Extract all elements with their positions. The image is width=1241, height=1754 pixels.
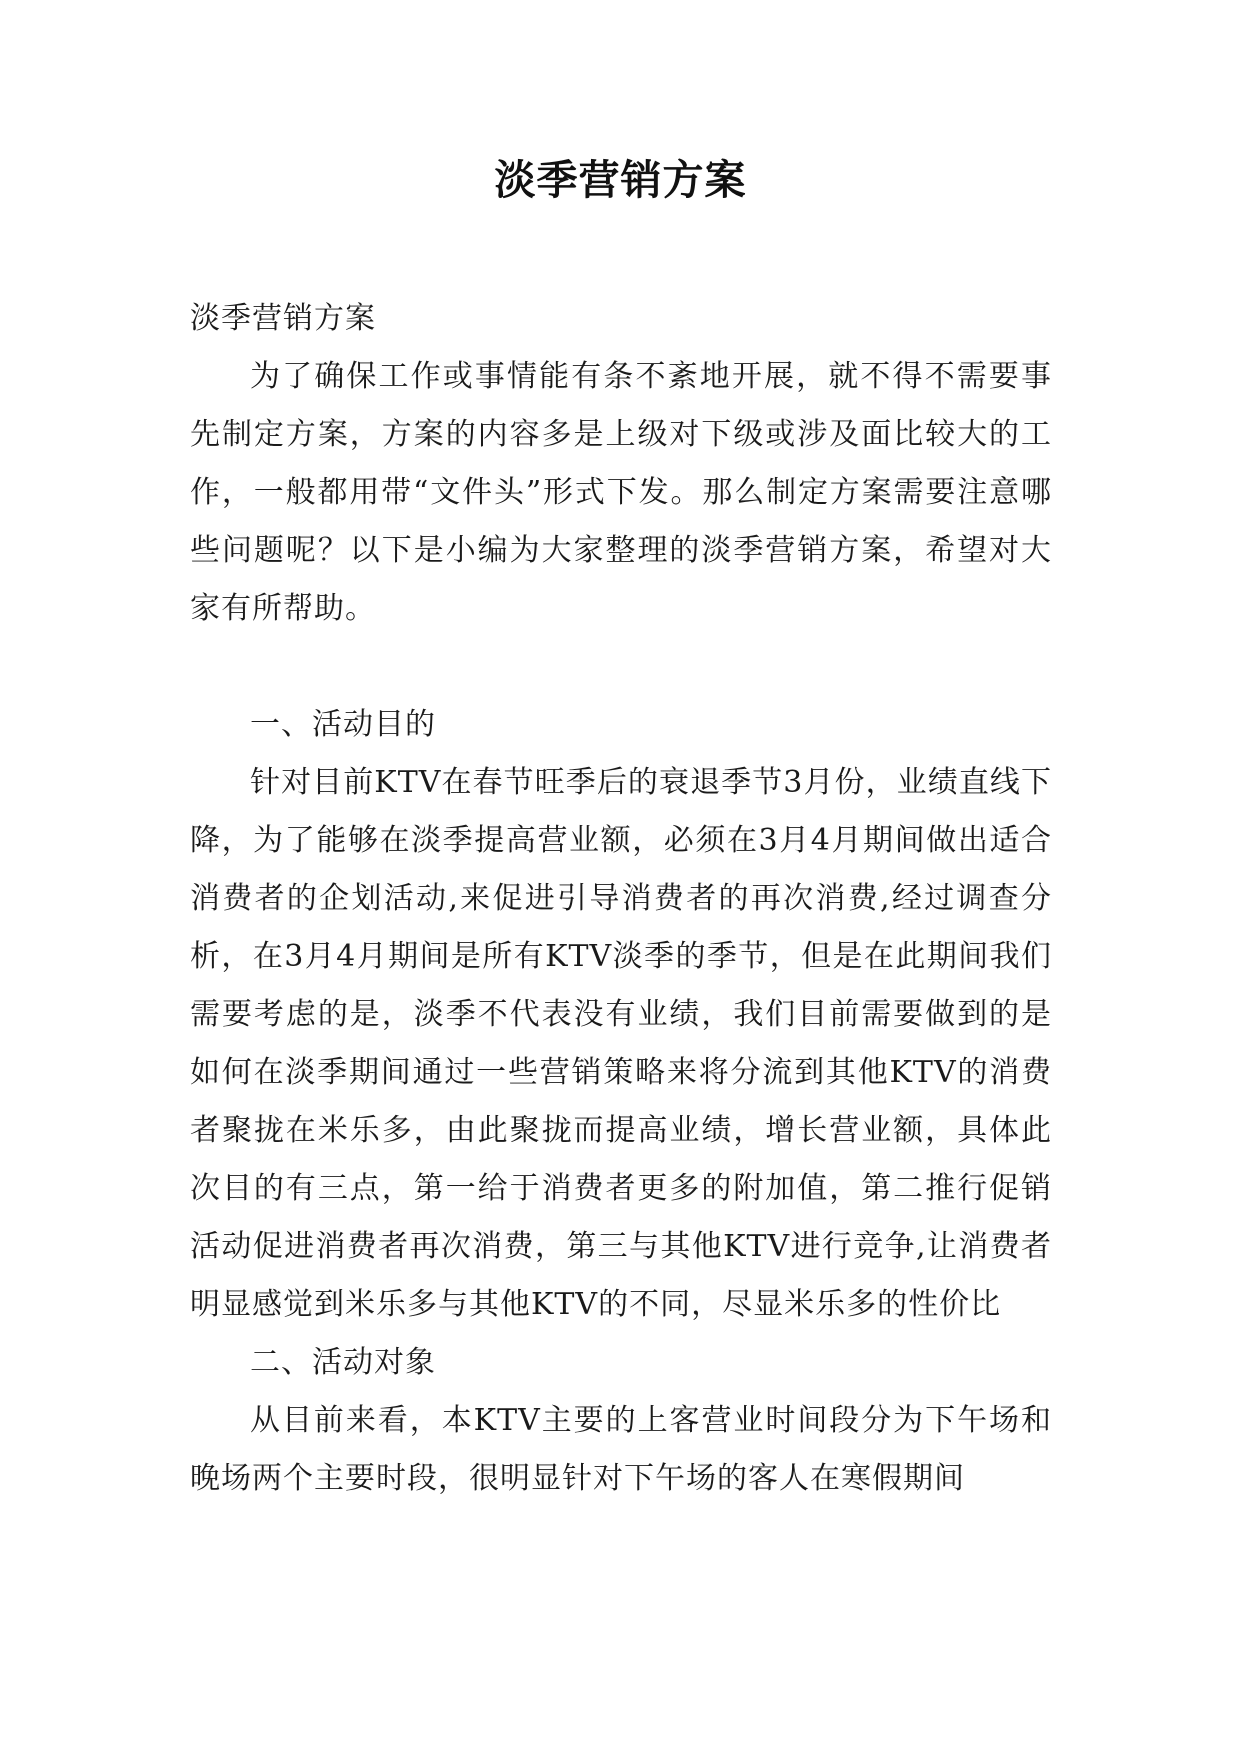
document-subtitle: 淡季营销方案 [190, 301, 376, 336]
section-heading-purpose: 一、活动目的 [250, 707, 436, 742]
document-body [190, 290, 1052, 1508]
intro-paragraph: 为了确保工作或事情能有条不紊地开展，就不得不需要事先制定方案，方案的内容多是上级对下级或涉及面比较大的工作，一般都用带“文件头”形式下发。那么制定方案需要注意哪些问题呢？以下是小编为大家整理的淡季营销方案，希望对大家有所帮助。 [190, 359, 1052, 626]
section-body-purpose: 针对目前KTV在春节旺季后的衰退季节3月份，业绩直线下降，为了能够在淡季提高营业额，必须在3月4月期间做出适合消费者的企划活动,来促进引导消费者的再次消费,经过调查分析，在3月4月期间是所有KTV淡季的季节，但是在此期间我们需要考虑的是，淡季不代表没有业绩，我们目前需要做到的是如何在淡季期间通过一些营销策略来将分流到其他KTV的消费者聚拢在米乐多，由此聚拢而提高业绩，增长营业额，具体此次目的有三点，第一给于消费者更多的附加值，第二推行促销活动促进消费者再次消费，第三与其他KTV进行竞争,让消费者明显感觉到米乐多与其他KTV的不同，尽显米乐多的性价比 [190, 765, 1052, 1322]
paragraph-spacer [190, 638, 1052, 696]
document-title: 淡季营销方案 [494, 156, 747, 204]
section-body-audience: 从目前来看，本KTV主要的上客营业时间段分为下午场和晚场两个主要时段，很明显针对下午场的客人在寒假期间 [190, 1403, 1052, 1496]
section-heading-audience: 二、活动对象 [250, 1345, 436, 1380]
